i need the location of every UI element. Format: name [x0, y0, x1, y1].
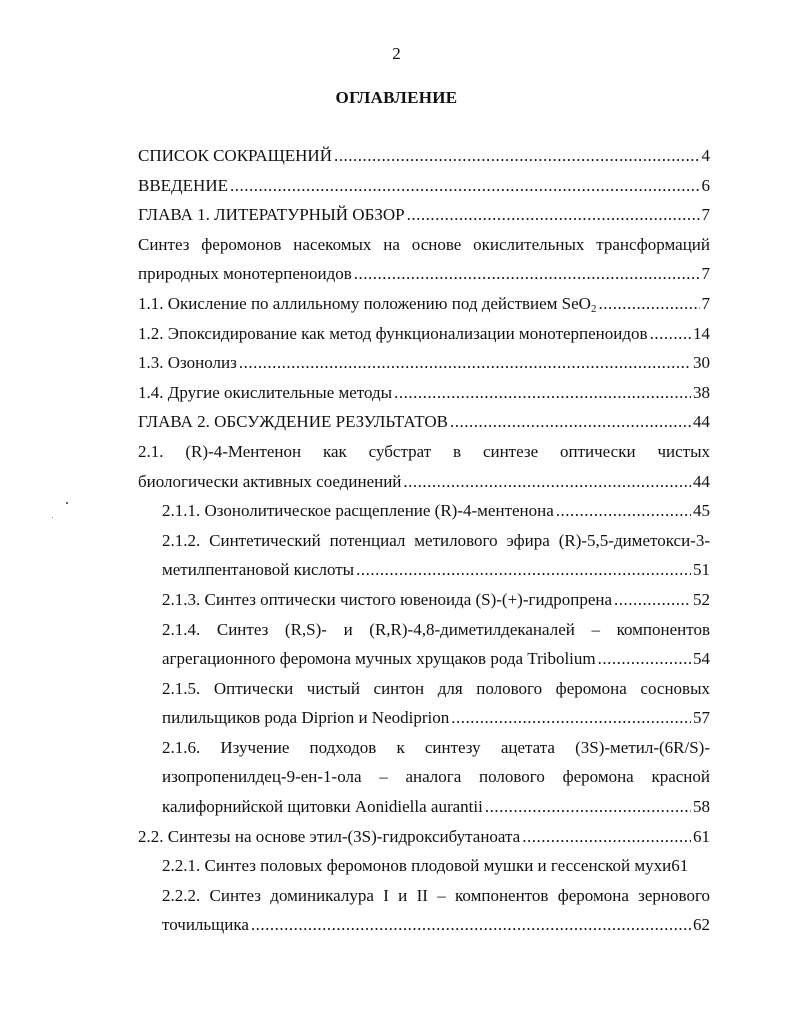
toc-entry[interactable] — [138, 496, 710, 526]
dot-leader — [239, 348, 691, 378]
toc-entry-title-line: 2.2.2. Синтез доминикалура I и II – компонентов феромона зернового — [162, 885, 710, 905]
toc-page-number: 45 — [693, 501, 710, 521]
dot-leader — [403, 467, 691, 497]
toc-entry-title-line: 2.1.5. Оптически чистый синтон для полового феромона сосновых — [162, 678, 710, 698]
toc-page-number: 4 — [701, 146, 710, 165]
toc-entry-title: ВВЕДЕНИЕ — [138, 175, 228, 195]
toc-entry-title: 1.2. Эпоксидирование как метод функционализации монотерпеноидов — [138, 323, 648, 343]
dot-leader — [354, 259, 700, 289]
toc-page-number: 30 — [693, 353, 710, 373]
toc-page-number: 52 — [693, 589, 710, 609]
dot-leader — [522, 822, 691, 852]
scan-speck — [66, 502, 68, 504]
toc-entry-title-line: 2.1.6. Изучение подходов к синтезу ацетата (3S)-метил-(6R/S)- — [162, 737, 710, 757]
toc-entry[interactable] — [138, 467, 710, 497]
toc-entry[interactable] — [138, 555, 710, 585]
dot-leader — [598, 289, 699, 319]
dot-leader — [407, 200, 700, 230]
toc-page-number: 7 — [701, 205, 710, 225]
page-number: 2 — [392, 44, 401, 63]
dot-leader — [451, 703, 691, 733]
toc-entry-title-line: 2.1.2. Синтетический потенциал метилового эфира (R)-5,5-диметокси-3- — [162, 530, 710, 550]
scan-speck — [52, 517, 53, 518]
toc-entry-title: 1.3. Озонолиз — [138, 353, 237, 373]
toc-page-number: 44 — [693, 412, 710, 432]
table-of-contents — [138, 141, 710, 940]
dot-leader — [356, 555, 691, 585]
toc-entry-title: 2.1.3. Синтез оптически чистого ювеноида (S)-(+)-гидропрена — [162, 589, 613, 609]
toc-entry-title-line: 2.1.4. Синтез (R,S)- и (R,R)-4,8-диметилдеканалей – компонентов — [162, 619, 710, 639]
toc-entry-title: точильщика — [162, 915, 249, 935]
toc-page-number: 58 — [693, 797, 710, 817]
toc-entry[interactable] — [138, 171, 710, 201]
toc-page-number: 7 — [701, 293, 710, 313]
toc-entry[interactable] — [138, 851, 710, 881]
dot-leader — [485, 792, 691, 822]
dot-leader — [251, 910, 691, 940]
toc-page-number: 62 — [693, 915, 710, 935]
toc-entry-title: 2.1.1. Озонолитическое расщепление (R)-4-ментенона — [162, 501, 554, 521]
toc-entry-title: СПИСОК СОКРАЩЕНИЙ — [138, 146, 332, 165]
toc-entry-title-line: Синтез феромонов насекомых на основе окислительных трансформаций — [138, 234, 710, 254]
toc-entry[interactable] — [138, 289, 710, 319]
toc-entry[interactable] — [138, 259, 710, 289]
toc-page-number: 54 — [693, 649, 710, 669]
toc-entry[interactable] — [138, 200, 710, 230]
toc-entry[interactable] — [138, 585, 710, 615]
dot-leader — [394, 378, 691, 408]
toc-entry-title: природных монотерпеноидов — [138, 264, 352, 284]
toc-entry[interactable] — [138, 319, 710, 349]
toc-page-number: 51 — [693, 560, 710, 580]
toc-page-number: 38 — [693, 382, 710, 402]
dot-leader — [598, 644, 691, 674]
toc-entry-title: метилпентановой кислоты — [162, 560, 355, 580]
toc-entry-title: 1.1. Окисление по аллильному положению под действием SeO$_2$ — [138, 293, 597, 315]
toc-entry[interactable] — [138, 703, 710, 733]
toc-page-number: 44 — [693, 471, 710, 491]
toc-entry-title: агрегационного феромона мучных хрущаков рода Tribolium — [162, 649, 596, 669]
toc-page-number: 61 — [693, 826, 710, 846]
toc-entry[interactable] — [138, 644, 710, 674]
toc-entry-title: 2.2. Синтезы на основе этил-(3S)-гидроксибутаноата — [138, 826, 521, 846]
dot-leader — [614, 585, 691, 615]
toc-entry-title-line: 2.1. (R)-4-Ментенон как субстрат в синтезе оптически чистых — [138, 441, 710, 461]
toc-entry-title: пилильщиков рода Diprion и Neodiprion — [162, 708, 450, 728]
toc-entry-title: калифорнийской щитовки Aonidiella aurantii — [162, 797, 483, 817]
toc-entry[interactable] — [138, 407, 710, 437]
toc-entry-title: 2.2.1. Синтез половых феромонов плодовой мушки и гессенской мухи — [162, 856, 672, 876]
toc-entry-title: ГЛАВА 2. ОБСУЖДЕНИЕ РЕЗУЛЬТАТОВ — [138, 412, 448, 432]
page-title: ОГЛАВЛЕНИЕ — [335, 88, 458, 107]
toc-entry-title: биологически активных соединений — [138, 471, 402, 491]
toc-page-number: 61 — [671, 856, 689, 876]
toc-entry[interactable] — [138, 378, 710, 408]
toc-page-number: 57 — [693, 708, 710, 728]
toc-entry[interactable] — [138, 822, 710, 852]
toc-entry-title: ГЛАВА 1. ЛИТЕРАТУРНЫЙ ОБЗОР — [138, 205, 405, 225]
toc-entry[interactable] — [138, 792, 710, 822]
dot-leader — [334, 141, 700, 171]
dot-leader — [650, 319, 691, 349]
toc-page-number: 7 — [701, 264, 710, 284]
dot-leader — [450, 407, 691, 437]
toc-entry[interactable] — [138, 141, 710, 171]
subscript: 2 — [590, 302, 597, 315]
toc-page-number: 6 — [701, 175, 710, 195]
toc-page-number: 14 — [693, 323, 710, 343]
dot-leader — [556, 496, 691, 526]
toc-entry-title-line: изопропенилдец-9-ен-1-ола – аналога полового феромона красной — [162, 767, 710, 787]
toc-entry-title: 1.4. Другие окислительные методы — [138, 382, 393, 402]
toc-entry[interactable] — [138, 348, 710, 378]
toc-entry[interactable] — [138, 910, 710, 940]
dot-leader — [230, 171, 700, 201]
